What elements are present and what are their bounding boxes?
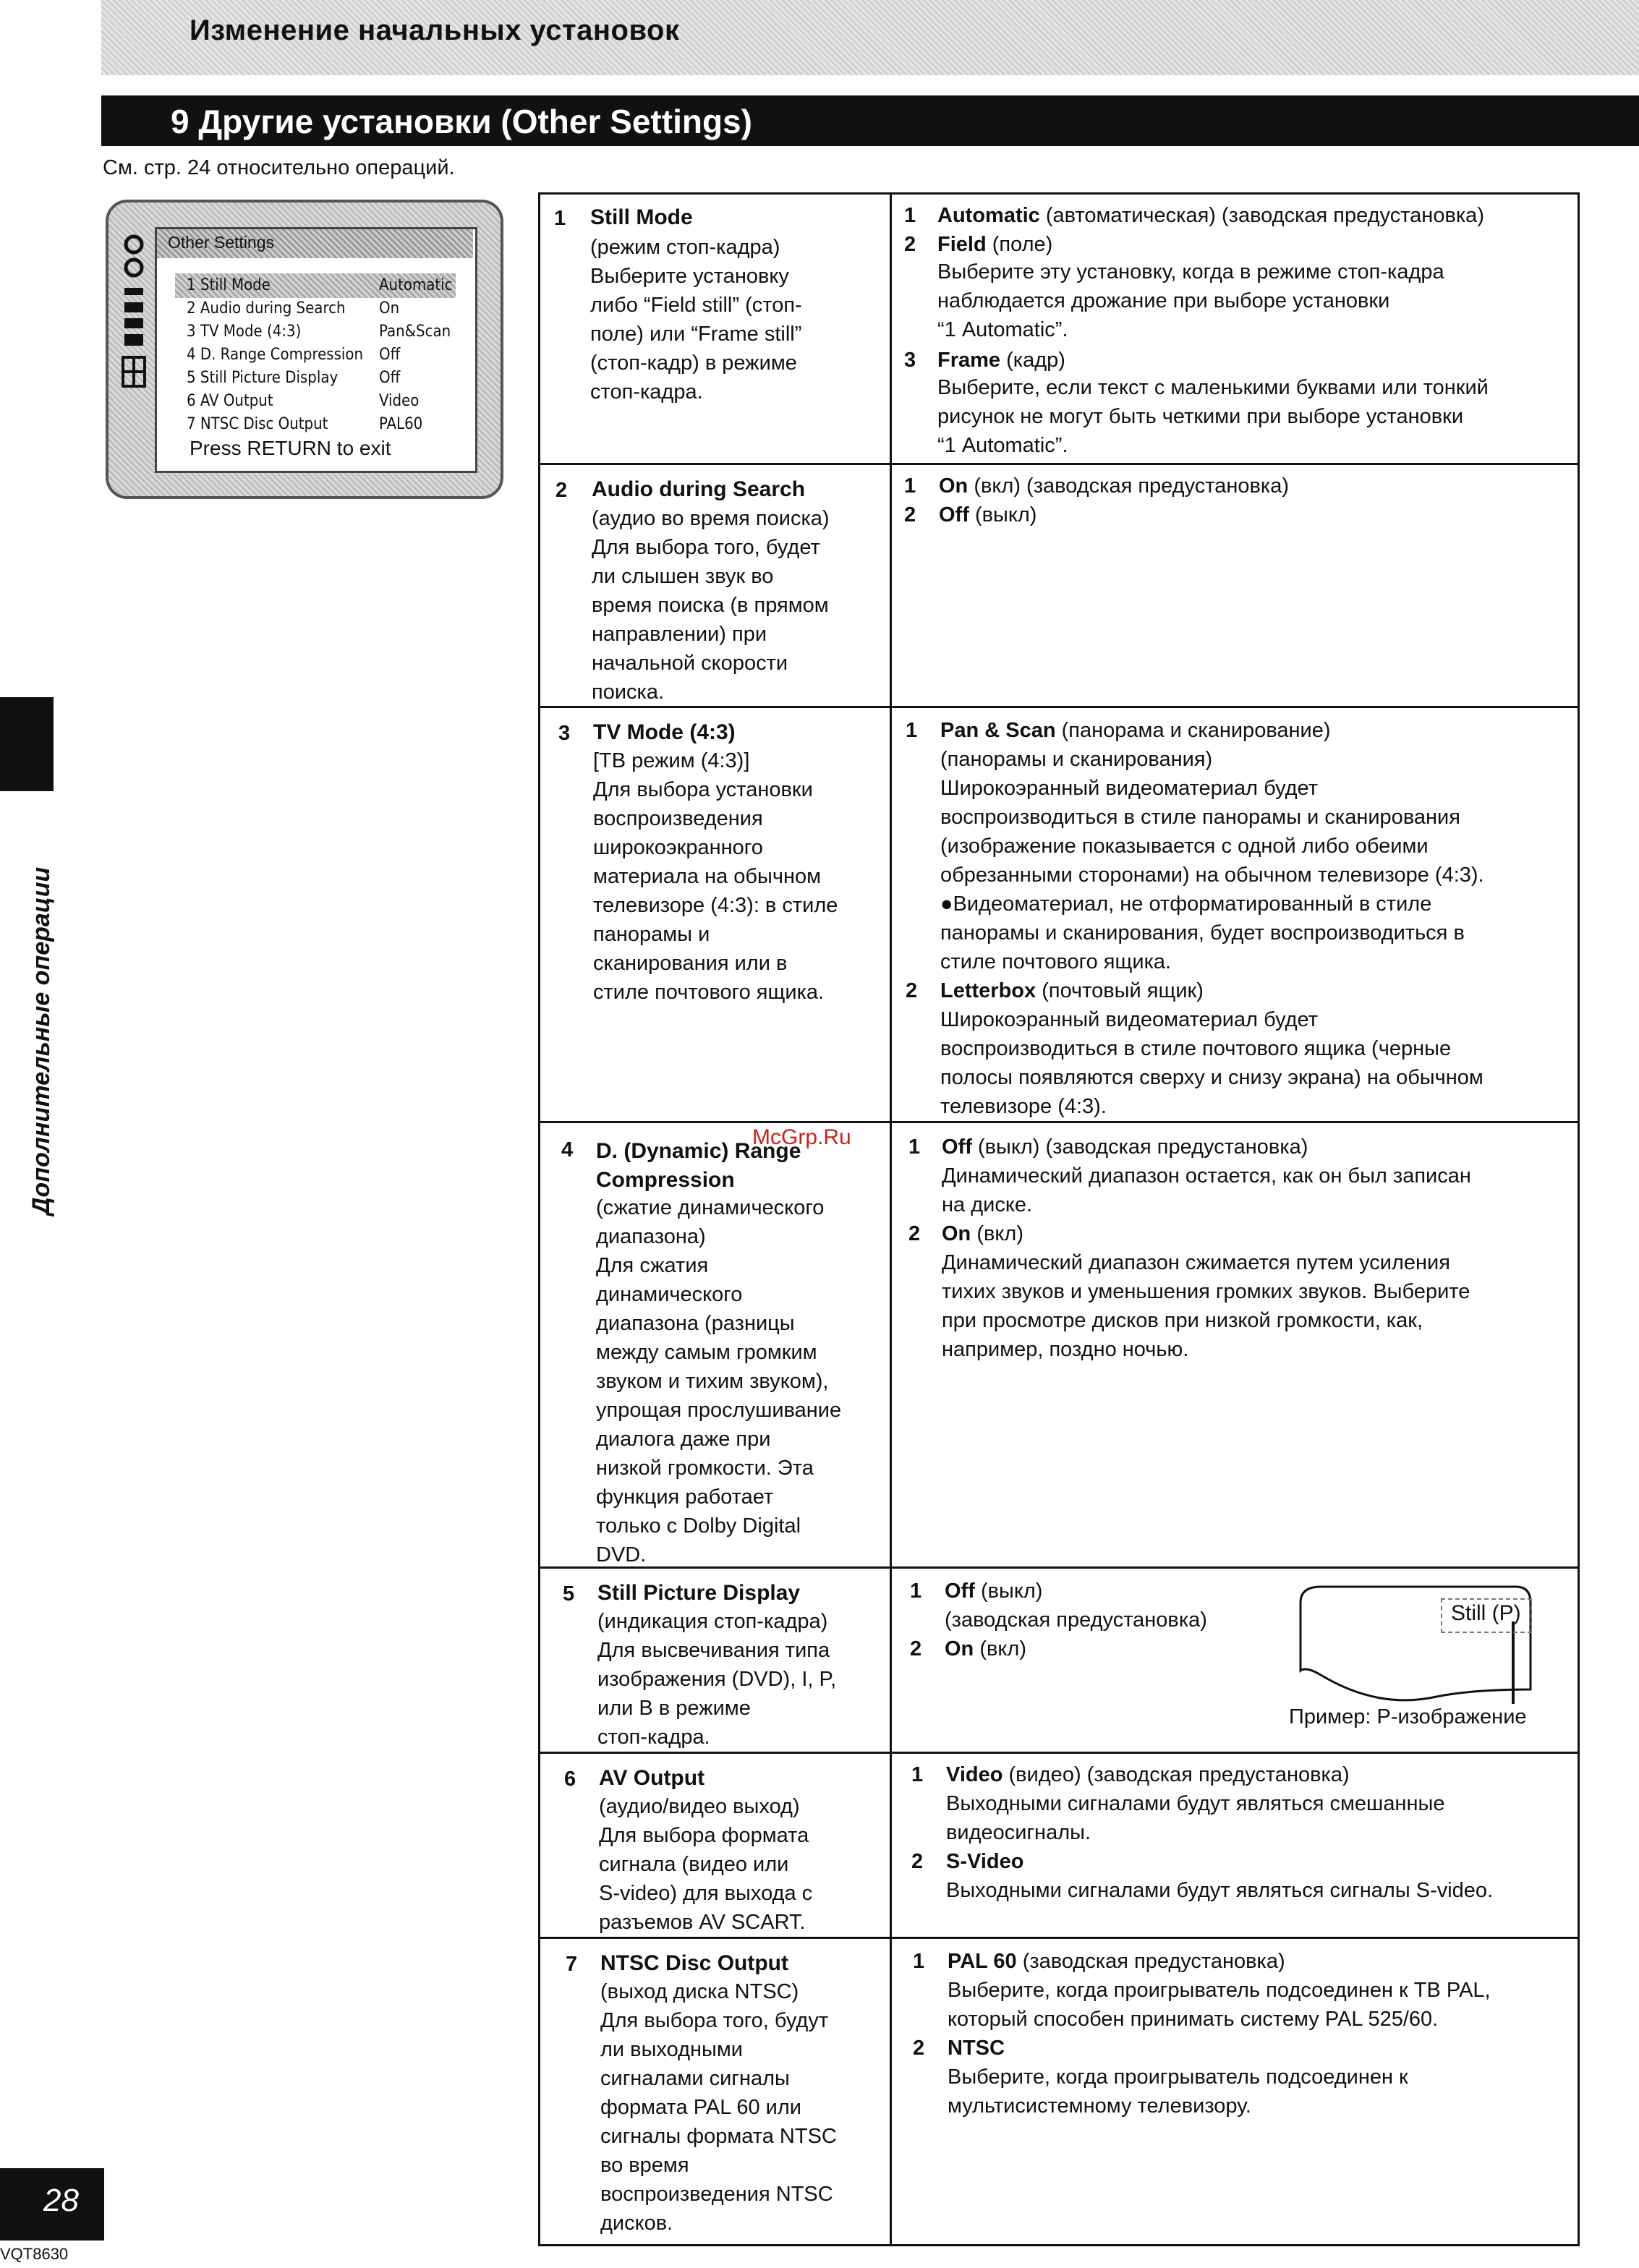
option-number: 2 — [904, 233, 916, 256]
osd-item-value: Video — [379, 392, 420, 410]
option-line — [939, 474, 1289, 498]
osd-item-label: 3 TV Mode (4:3) — [187, 323, 302, 341]
osd-item-label: 1 Still Mode — [187, 276, 271, 294]
row-description: (аудио/видео выход) Для выбора формата сигнала (видео или S-video) для выхода с разъемов AV SCART. — [599, 1795, 813, 1934]
row-number: 3 — [558, 722, 571, 745]
option-line — [945, 1637, 1026, 1661]
option-name: Off — [945, 1580, 975, 1603]
option-line — [937, 349, 1065, 372]
option-note: (вкл) — [979, 1637, 1026, 1660]
row-description: [ТВ режим (4:3)] Для выбора установки воспроизведения широкоэкранного материала на обычном телевизоре (4:3): в стиле панорамы и сканирования или в стиле почтового ящика. — [593, 749, 838, 1004]
option-name: On — [942, 1222, 971, 1245]
see-page-note: См. стр. 24 относительно операций. — [103, 156, 455, 179]
menu-bar-icon — [124, 302, 143, 312]
option-description: (заводская предустановка) — [945, 1608, 1207, 1632]
row-title: TV Mode (4:3) — [593, 720, 736, 744]
option-name: On — [939, 474, 968, 498]
menu-bar-icon — [124, 318, 143, 328]
option-description: Выберите, если текст с маленькими буквами или тонкий рисунок не могут быть четкими при выборе установки “1 Automatic”. — [937, 376, 1489, 457]
option-note: (выкл) (заводская предустановка) — [977, 1135, 1308, 1159]
option-name: NTSC — [948, 2037, 1005, 2060]
option-number: 2 — [904, 503, 916, 526]
osd-item-label: 4 D. Range Compression — [187, 346, 364, 364]
row-number: 6 — [564, 1768, 576, 1791]
option-line — [939, 503, 1036, 527]
osd-item-value: Pan&Scan — [379, 323, 451, 341]
option-name: Letterbox — [940, 979, 1036, 1002]
disc-icon — [126, 236, 142, 252]
option-name: Frame — [937, 349, 1001, 372]
option-name: Field — [937, 233, 987, 256]
option-name: Pan & Scan — [940, 719, 1056, 742]
option-description: Выберите, когда проигрыватель подсоединен к мультисистемному телевизору. — [948, 2066, 1408, 2118]
row-number: 2 — [555, 479, 568, 502]
option-name: Off — [942, 1135, 972, 1159]
menu-bar-icon — [124, 334, 143, 346]
option-line — [945, 1580, 1042, 1603]
row-description: (режим стоп-кадра) Выберите установку либо “Field still” (стоп- поле) или “Frame still” (стоп-кадр) в режиме стоп-кадра. — [590, 236, 802, 404]
option-line — [946, 1763, 1350, 1787]
option-line — [948, 1950, 1285, 1974]
option-number: 1 — [906, 719, 918, 742]
option-number: 1 — [908, 1135, 921, 1159]
row-description: (аудио во время поиска) Для выбора того, будет ли слышен звук во время поиска (в прямом направлении) при начальной скорости поиска. — [592, 507, 830, 704]
option-note: (почтовый ящик) — [1042, 979, 1204, 1002]
option-description: Динамический диапазон остается, как он был записан на диске. — [942, 1164, 1471, 1216]
row-description: (сжатие динамического диапазона) Для сжатия динамического диапазона (разницы между самым громким звуком и тихим звуком), упрощая прослушивание диалога даже при низкой громкости. Эта функция работает только с Dolby Digital DVD. — [596, 1196, 842, 1566]
option-number: 1 — [913, 1950, 925, 1973]
osd-item-label: 6 AV Output — [187, 392, 273, 410]
option-line — [946, 1850, 1023, 1874]
option-description: (панорамы и сканирования) Широкоэранный видеоматериал будет воспроизводиться в стиле панорамы и сканирования (изображение показывается с одной либо обеими обрезанными сторонами) на обычном телевизоре (4:3). — [940, 748, 1484, 887]
row-title: Still Picture Display — [597, 1581, 801, 1605]
option-number: 2 — [910, 1637, 922, 1660]
option-number: 1 — [904, 204, 916, 227]
osd-footer: Press RETURN to exit — [190, 437, 391, 459]
option-number: 1 — [911, 1763, 924, 1786]
row-title: AV Output — [599, 1766, 705, 1790]
table-row-divider — [540, 1937, 1578, 1939]
option-number: 1 — [910, 1580, 922, 1603]
osd-item-value: On — [379, 299, 400, 317]
table-row-divider — [540, 463, 1578, 465]
option-line — [937, 233, 1052, 257]
option-note: (вкл) (заводская предустановка) — [974, 474, 1290, 498]
option-note: (выкл) — [974, 503, 1037, 526]
option-number: 2 — [908, 1222, 921, 1245]
option-description: Выберите эту установку, когда в режиме стоп-кадра наблюдается дрожание при выборе установки “1 Automatic”. — [937, 260, 1444, 341]
option-line — [937, 204, 1484, 228]
disc-icon — [126, 260, 142, 276]
option-note: (выкл) — [980, 1580, 1043, 1603]
option-number: 1 — [904, 474, 916, 498]
row-title: D. (Dynamic) Range Compression — [596, 1139, 801, 1192]
option-line — [948, 2037, 1005, 2060]
option-name: S-Video — [946, 1850, 1024, 1873]
option-number: 2 — [913, 2037, 925, 2060]
row-number: 5 — [563, 1582, 575, 1606]
page-header-title: Изменение начальных установок — [190, 14, 680, 46]
osd-item-label: 5 Still Picture Display — [187, 369, 339, 387]
row-description: (индикация стоп-кадра) Для высвечивания типа изображения (DVD), I, P, или B в режиме стоп-кадра. — [597, 1610, 837, 1749]
osd-menu-icons — [120, 230, 148, 411]
row-description: (выход диска NTSC) Для выбора того, будут ли выходными сигналами сигналы формата PAL 60 или сигналы формата NTSC во время воспроизведения NTSC дисков. — [600, 1980, 837, 2235]
option-name: Off — [939, 503, 969, 526]
option-note: (видео) (заводская предустановка) — [1008, 1763, 1350, 1786]
option-name: Video — [946, 1763, 1003, 1786]
osd-item-label: 2 Audio during Search — [187, 299, 346, 317]
table-row-divider — [540, 1121, 1578, 1123]
option-note: (кадр) — [1006, 349, 1065, 372]
osd-item-value: Off — [379, 369, 401, 387]
option-number: 2 — [906, 979, 918, 1002]
still-indicator-label: Still (P) — [1451, 1601, 1521, 1625]
row-number: 7 — [566, 1953, 578, 1976]
option-line — [942, 1222, 1023, 1246]
row-number: 1 — [554, 207, 566, 230]
row-number: 4 — [561, 1138, 574, 1161]
osd-title: Other Settings — [168, 233, 275, 252]
option-description: Выходными сигналами будут являться сигналы S-video. — [946, 1879, 1494, 1902]
option-note: (вкл) — [976, 1222, 1023, 1245]
osd-item-label: 7 NTSC Disc Output — [187, 415, 328, 433]
option-note: (панорама и сканирование) — [1061, 719, 1331, 742]
option-name: Automatic — [937, 204, 1040, 227]
watermark-text: McGrp.Ru — [752, 1125, 851, 1149]
osd-item-value: Off — [379, 346, 401, 364]
option-description: Выберите, когда проигрыватель подсоединен к ТВ PAL, который способен принимать систему PAL 525/60. — [948, 1979, 1491, 2031]
section-side-tab — [0, 697, 54, 791]
side-section-label: Дополнительные операции — [27, 866, 55, 1215]
option-name: PAL 60 — [948, 1950, 1017, 1973]
option-name: On — [945, 1637, 974, 1660]
row-title: Still Mode — [590, 205, 693, 229]
option-note: (заводская предустановка) — [1022, 1950, 1285, 1973]
example-caption: Пример: P-изображение — [1289, 1705, 1527, 1728]
option-description: Широкоэранный видеоматериал будет воспроизводиться в стиле почтового ящика (черные полосы появляются сверху и снизу экрана) на обычном телевизоре (4:3). — [940, 1008, 1483, 1118]
option-bullet-note: ●Видеоматериал, не отформатированный в стиле панорамы и сканирования, будет воспроизводиться в стиле почтового ящика. — [940, 892, 1465, 973]
section-title: 9 Другие установки (Other Settings) — [171, 103, 752, 140]
osd-item-value: PAL60 — [379, 415, 423, 433]
page-number: 28 — [43, 2183, 79, 2218]
option-line — [940, 719, 1331, 743]
option-description: Динамический диапазон сжимается путем усиления тихих звуков и уменьшения громких звуков. Выберите при просмотре дисков при низкой громкости, как, например, поздно ночью. — [942, 1251, 1470, 1361]
table-row-divider — [540, 1752, 1578, 1754]
row-title: NTSC Disc Output — [600, 1951, 788, 1975]
menu-bar-icon — [124, 288, 143, 295]
row-title: Audio during Search — [592, 477, 806, 501]
option-number: 3 — [904, 349, 916, 372]
option-number: 2 — [911, 1850, 924, 1873]
option-line — [942, 1135, 1308, 1159]
option-description: Выходными сигналами будут являться смешанные видеосигналы. — [946, 1792, 1445, 1844]
option-line — [940, 979, 1204, 1003]
osd-item-value: Automatic — [379, 276, 453, 294]
model-code: VQT8630 — [0, 2245, 69, 2263]
option-note: (автоматическая) (заводская предустановка) — [1045, 204, 1484, 227]
option-note: (поле) — [992, 233, 1053, 256]
